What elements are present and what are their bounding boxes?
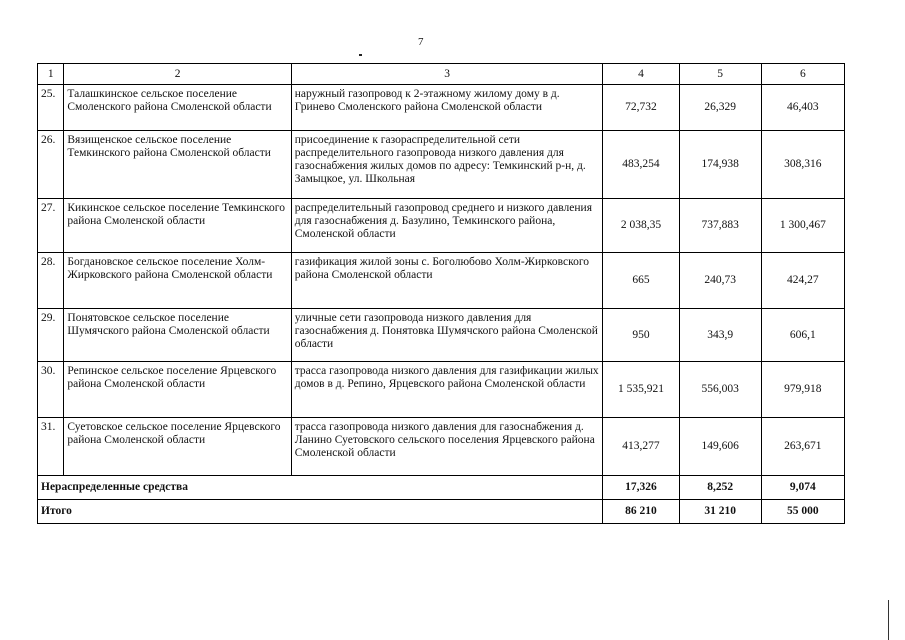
amount-regional: 55 000: [761, 500, 844, 524]
settlement-cell: Суетовское сельское поселение Ярцевского района Смоленской области: [64, 418, 291, 476]
amount-total: 950: [603, 309, 679, 362]
amount-regional: 424,27: [761, 253, 844, 309]
object-cell: наружный газопровод к 2-этажному жилому дому в д. Гринево Смоленского района Смоленской области: [291, 85, 603, 131]
grand-total-row: [38, 500, 845, 524]
table-row: [38, 253, 845, 309]
settlement-cell: Богдановское сельское поселение Холм-Жирковского района Смоленской области: [64, 253, 291, 309]
amount-total: 17,326: [603, 476, 679, 500]
row-number: 27.: [38, 199, 64, 253]
row-number: 30.: [38, 362, 64, 418]
amount-total: 86 210: [603, 500, 679, 524]
settlement-cell: Талашкинское сельское поселение Смоленского района Смоленской области: [64, 85, 291, 131]
row-number: 28.: [38, 253, 64, 309]
row-number: 31.: [38, 418, 64, 476]
amount-total: 2 038,35: [603, 199, 679, 253]
amount-local: 8,252: [679, 476, 761, 500]
amount-local: 31 210: [679, 500, 761, 524]
column-header: 3: [291, 64, 603, 85]
amount-local: 26,329: [679, 85, 761, 131]
amount-local: 240,73: [679, 253, 761, 309]
object-cell: трасса газопровода низкого давления для газоснабжения д. Ланино Суетовского сельского поселения Ярцевского района Смоленской области: [291, 418, 603, 476]
object-cell: газификация жилой зоны с. Боголюбово Холм-Жирковского района Смоленской области: [291, 253, 603, 309]
object-cell: распределительный газопровод среднего и низкого давления для газоснабжения д. Базулино, Темкинского района, Смоленской области: [291, 199, 603, 253]
row-number: 29.: [38, 309, 64, 362]
amount-local: 556,003: [679, 362, 761, 418]
total-label: Нераспределенные средства: [38, 476, 603, 500]
amount-local: 737,883: [679, 199, 761, 253]
column-header: 1: [38, 64, 64, 85]
column-number-row: [38, 64, 845, 85]
funding-table: [37, 63, 845, 524]
amount-regional: 9,074: [761, 476, 844, 500]
object-cell: трасса газопровода низкого давления для газификации жилых домов в д. Репино, Ярцевского района Смоленской области: [291, 362, 603, 418]
amount-total: 413,277: [603, 418, 679, 476]
scan-mark: [359, 54, 362, 56]
amount-total: 72,732: [603, 85, 679, 131]
object-cell: уличные сети газопровода низкого давления для газоснабжения д. Понятовка Шумячского района Смоленской области: [291, 309, 603, 362]
table-row: [38, 131, 845, 199]
amount-local: 149,606: [679, 418, 761, 476]
amount-regional: 308,316: [761, 131, 844, 199]
undistributed-row: [38, 476, 845, 500]
amount-total: 665: [603, 253, 679, 309]
amount-total: 1 535,921: [603, 362, 679, 418]
row-number: 25.: [38, 85, 64, 131]
row-number: 26.: [38, 131, 64, 199]
amount-regional: 46,403: [761, 85, 844, 131]
table-row: [38, 309, 845, 362]
column-header: 4: [603, 64, 679, 85]
amount-local: 343,9: [679, 309, 761, 362]
table-row: [38, 85, 845, 131]
object-cell: присоединение к газораспределительной сети распределительного газопровода низкого давления для газоснабжения жилых домов по адресу: Темкинский р-н, д. Замыцкое, ул. Школьная: [291, 131, 603, 199]
settlement-cell: Репинское сельское поселение Ярцевского района Смоленской области: [64, 362, 291, 418]
settlement-cell: Кикинское сельское поселение Темкинского района Смоленской области: [64, 199, 291, 253]
settlement-cell: Вязищенское сельское поселение Темкинского района Смоленской области: [64, 131, 291, 199]
column-header: 6: [761, 64, 844, 85]
table-row: [38, 362, 845, 418]
settlement-cell: Понятовское сельское поселение Шумячского района Смоленской области: [64, 309, 291, 362]
column-header: 2: [64, 64, 291, 85]
amount-regional: 606,1: [761, 309, 844, 362]
amount-regional: 1 300,467: [761, 199, 844, 253]
table-row: [38, 418, 845, 476]
amount-regional: 979,918: [761, 362, 844, 418]
amount-regional: 263,671: [761, 418, 844, 476]
amount-local: 174,938: [679, 131, 761, 199]
edge-mark: [888, 600, 889, 640]
total-label: Итого: [38, 500, 603, 524]
table-row: [38, 199, 845, 253]
column-header: 5: [679, 64, 761, 85]
page-number: 7: [418, 36, 424, 48]
amount-total: 483,254: [603, 131, 679, 199]
